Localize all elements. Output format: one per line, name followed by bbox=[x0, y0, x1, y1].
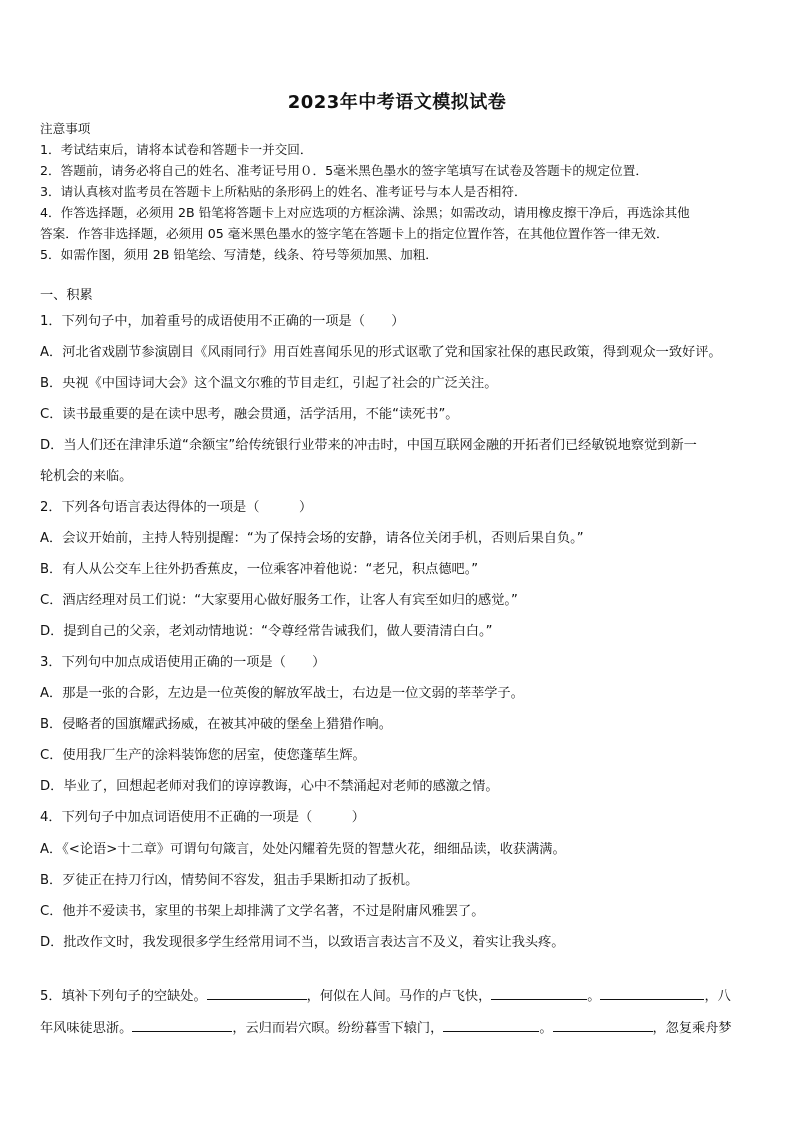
notice-line-3: 3．请认真核对监考员在答题卡上所粘贴的条形码上的姓名、准考证号与本人是否相符． bbox=[40, 184, 527, 199]
q5-text: ，八 bbox=[704, 989, 731, 1004]
q5-text: ，何似在人间。马作的卢飞快， bbox=[306, 989, 492, 1004]
q1-stem: 1．下列句子中，加着重号的成语使用不正确的一项是（ ） bbox=[40, 314, 405, 329]
q5-line-1 bbox=[40, 986, 731, 1006]
q4-option-a: A．《<论语>十二章》可谓句句箴言，处处闪耀着先贤的智慧火花，细细品读，收获满满。 bbox=[40, 842, 566, 857]
notice-line-2: 2．答题前，请务必将自己的姓名、准考证号用０．5毫米黑色墨水的签字笔填写在试卷及答题卡的规定位置． bbox=[40, 163, 648, 178]
q1-option-d: D．当人们还在津津乐道“余额宝”给传统银行业带来的冲击时，中国互联网金融的开拓者们已经敏锐地察觉到新一 bbox=[40, 438, 697, 453]
q2-option-a: A．会议开始前，主持人特别提醒：“为了保持会场的安静，请各位关闭手机，否则后果自负。” bbox=[40, 531, 584, 546]
notice-line-1: 1．考试结束后，请将本试卷和答题卡一并交回． bbox=[40, 142, 313, 157]
q5-text: 。 bbox=[539, 1021, 553, 1036]
notice-line-6: 5．如需作图，须用 2B 铅笔绘、写清楚，线条、符号等须加黑、加粗． bbox=[40, 247, 438, 262]
q5-text: ，忽复乘舟梦 bbox=[652, 1021, 732, 1036]
answer-blank[interactable] bbox=[132, 1018, 232, 1032]
q4-option-d: D．批改作文时，我发现很多学生经常用词不当，以致语言表达言不及义，着实让我头疼。 bbox=[40, 935, 565, 950]
notice-heading: 注意事项 bbox=[40, 121, 91, 136]
q5-line-2 bbox=[40, 1018, 732, 1038]
q3-option-d: D．毕业了，回想起老师对我们的谆谆教诲，心中不禁涌起对老师的感激之情。 bbox=[40, 779, 499, 794]
q2-option-c: C．酒店经理对员工们说：“大家要用心做好服务工作，让客人有宾至如归的感觉。” bbox=[40, 593, 518, 608]
q5-text: 5．填补下列句子的空缺处。 bbox=[40, 989, 207, 1004]
answer-blank[interactable] bbox=[207, 986, 307, 1000]
q1-option-a: A．河北省戏剧节参演剧目《风雨同行》用百姓喜闻乐见的形式讴歌了党和国家社保的惠民政策，得到观众一致好评。 bbox=[40, 345, 722, 360]
q1-option-c: C．读书最重要的是在读中思考，融会贯通，活学活用，不能“读死书”。 bbox=[40, 407, 459, 422]
q4-stem: 4．下列句子中加点词语使用不正确的一项是（ ） bbox=[40, 810, 365, 825]
q3-stem: 3．下列句中加点成语使用正确的一项是（ ） bbox=[40, 655, 326, 670]
q4-option-b: B．歹徒正在持刀行凶，情势间不容发，狙击手果断扣动了扳机。 bbox=[40, 873, 419, 888]
q1-option-d-cont: 轮机会的来临。 bbox=[40, 469, 133, 484]
q5-text: 年风味徒思浙。 bbox=[40, 1021, 133, 1036]
q5-text: 。 bbox=[587, 989, 601, 1004]
q5-text: ，云归而岩穴暝。纷纷暮雪下辕门， bbox=[232, 1021, 444, 1036]
page-title: 2023年中考语文模拟试卷 bbox=[287, 92, 507, 113]
q1-option-b: B．央视《中国诗词大会》这个温文尔雅的节目走红，引起了社会的广泛关注。 bbox=[40, 376, 498, 391]
q2-option-b: B．有人从公交车上往外扔香蕉皮，一位乘客冲着他说：“老兄，积点德吧。” bbox=[40, 562, 479, 577]
notice-line-5: 答案．作答非选择题，必须用 05 毫米黑色墨水的签字笔在答题卡上的指定位置作答，在其他位置作答一律无效． bbox=[40, 226, 669, 241]
q4-option-c: C．他并不爱读书，家里的书架上却排满了文学名著，不过是附庸风雅罢了。 bbox=[40, 904, 485, 919]
answer-blank[interactable] bbox=[443, 1018, 539, 1032]
section-heading: 一、积累 bbox=[40, 288, 93, 303]
q3-option-a: A．那是一张的合影，左边是一位英俊的解放军战士，右边是一位文弱的莘莘学子。 bbox=[40, 686, 524, 701]
answer-blank[interactable] bbox=[553, 1018, 653, 1032]
answer-blank[interactable] bbox=[600, 986, 704, 1000]
q2-stem: 2．下列各句语言表达得体的一项是（ ） bbox=[40, 500, 313, 515]
notice-line-4: 4．作答选择题，必须用 2B 铅笔将答题卡上对应选项的方框涂满、涂黑；如需改动，请用橡皮擦干净后，再选涂其他 bbox=[40, 205, 690, 220]
q3-option-b: B．侵略者的国旗耀武扬威，在被其冲破的堡垒上猎猎作响。 bbox=[40, 717, 392, 732]
q3-option-c: C．使用我厂生产的涂料装饰您的居室，使您蓬荜生辉。 bbox=[40, 748, 366, 763]
q2-option-d: D．提到自己的父亲，老刘动情地说：“令尊经常告诫我们，做人要清清白白。” bbox=[40, 624, 493, 639]
answer-blank[interactable] bbox=[491, 986, 587, 1000]
